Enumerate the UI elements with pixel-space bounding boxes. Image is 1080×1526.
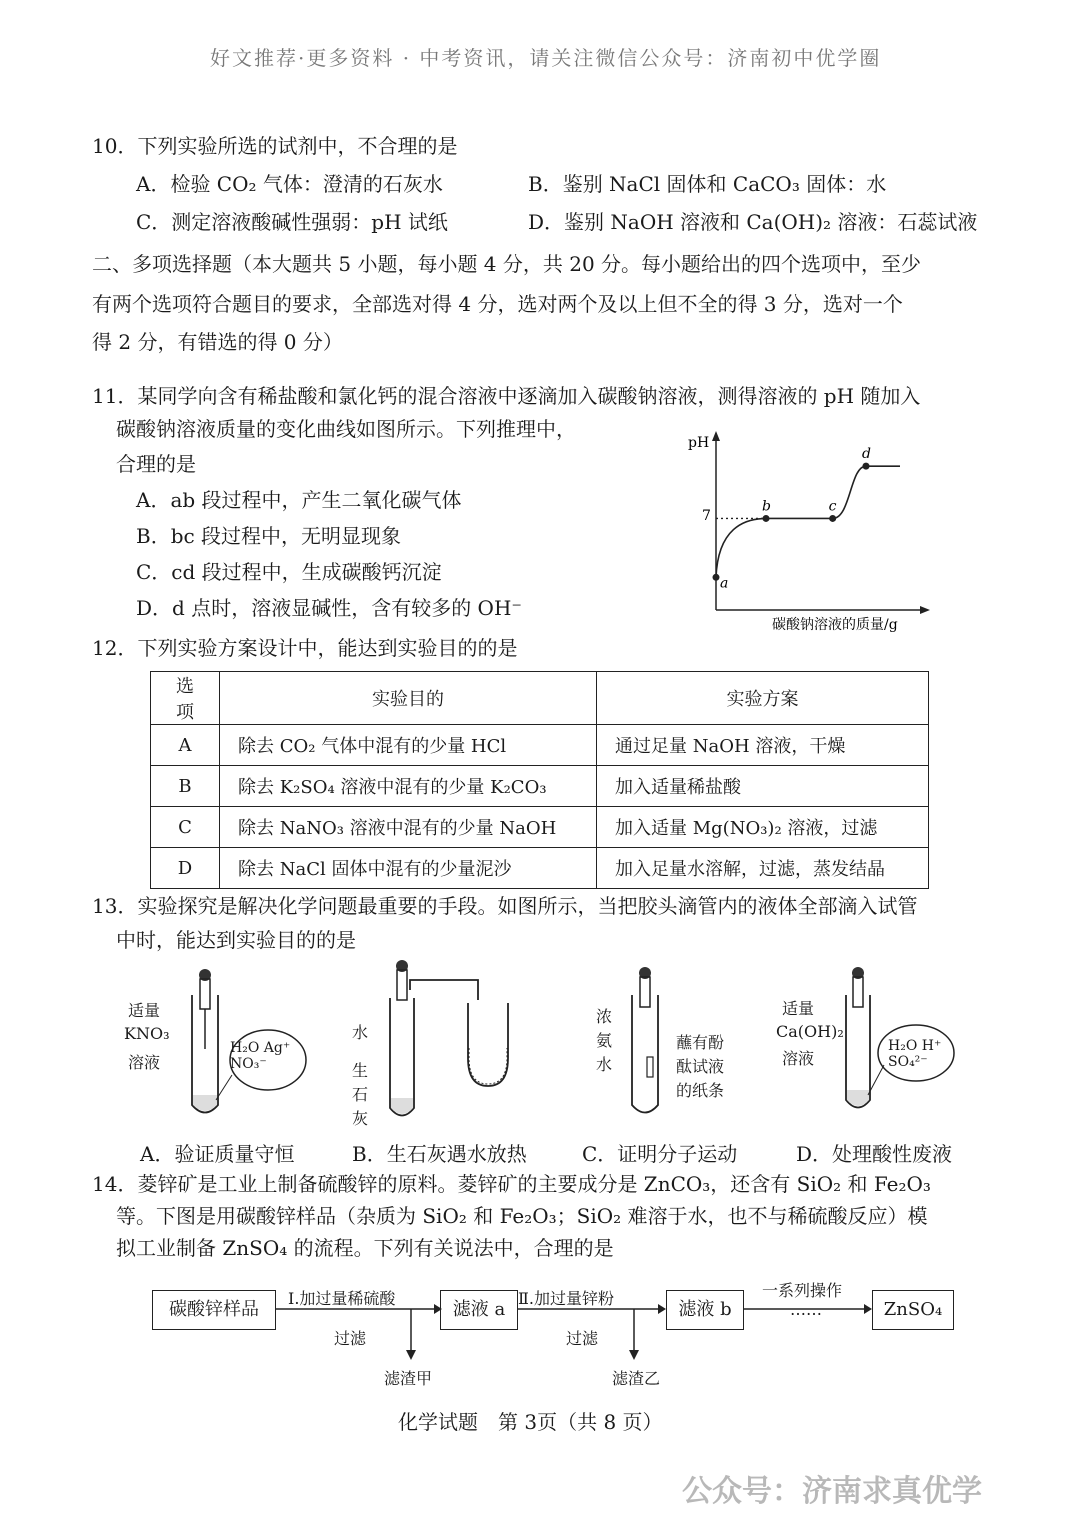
q11-line3: 合理的是 (116, 452, 196, 476)
q12-stem: 12．下列实验方案设计中，能达到实验目的的是 (92, 636, 518, 660)
figD-bubble: H₂O H⁺ SO₄²⁻ (888, 1038, 942, 1070)
figB-label4: 灰 (352, 1109, 369, 1128)
y-tick-7: 7 (702, 508, 711, 524)
flow-residue2: 滤渣乙 (612, 1369, 661, 1388)
section2-line2: 有两个选项符合题目的要求，全部选对得 4 分，选对两个及以上但不全的得 3 分，选对一个 (92, 292, 903, 316)
row-b-plan: 加入适量稀盐酸 (597, 766, 929, 807)
table-row (151, 807, 929, 848)
header-option: 选 项 (151, 672, 220, 725)
point-label-a: a (720, 575, 729, 592)
flow-dots: …… (790, 1300, 822, 1319)
figD-label2: Ca(OH)₂ (776, 1022, 844, 1041)
figC-label5: 酞试液 (676, 1057, 725, 1076)
ph-curve-chart (680, 425, 940, 640)
point-label-c: c (828, 498, 837, 515)
row-c-option: C (151, 807, 220, 848)
q10-option-a: A．检验 CO₂ 气体：澄清的石灰水 (136, 172, 443, 196)
point-b (763, 515, 770, 522)
x-axis-arrow (920, 606, 930, 614)
row-c-purpose: 除去 NaNO₃ 溶液中混有的少量 NaOH (220, 807, 597, 848)
row-d-plan: 加入足量水溶解，过滤，蒸发结晶 (597, 848, 929, 889)
y-axis-label: pH (688, 435, 710, 451)
figC-label6: 的纸条 (676, 1081, 725, 1100)
point-a (713, 574, 720, 581)
flow-residue1: 滤渣甲 (384, 1369, 433, 1388)
row-a-plan: 通过足量 NaOH 溶液，干燥 (597, 725, 929, 766)
q11-option-c: C．cd 段过程中，生成碳酸钙沉淀 (136, 560, 442, 584)
q12-table (150, 671, 929, 889)
q14-line2: 等。下图是用碳酸锌样品（杂质为 SiO₂ 和 Fe₂O₃；SiO₂ 难溶于水，也不与稀硫酸反应）模 (116, 1204, 928, 1228)
point-d (863, 463, 870, 470)
flow-box-sample: 碳酸锌样品 (152, 1290, 276, 1330)
q14-line3: 拟工业制备 ZnSO₄ 的流程。下列有关说法中，合理的是 (116, 1236, 614, 1260)
flow-filter2: 过滤 (566, 1329, 599, 1348)
q13-caption-d: D．处理酸性废液 (796, 1142, 953, 1166)
q11-option-a: A．ab 段过程中，产生二氧化碳气体 (136, 488, 462, 512)
figB-label3: 石 (352, 1085, 369, 1104)
figB-label1: 水 (352, 1023, 369, 1042)
table-row (151, 848, 929, 889)
row-d-option: D (151, 848, 220, 889)
flow-step1: Ⅰ.加过量稀硫酸 (288, 1289, 396, 1308)
q11-line1: 11．某同学向含有稀盐酸和氯化钙的混合溶液中逐滴加入碳酸钠溶液，测得溶液的 pH 随加入 (92, 384, 921, 408)
flow-box-znso4: ZnSO₄ (872, 1290, 954, 1330)
q14-line1: 14．菱锌矿是工业上制备硫酸锌的原料。菱锌矿的主要成分是 ZnCO₃，还含有 SiO₂ 和 Fe₂O₃ (92, 1172, 931, 1196)
figC-label4: 蘸有酚 (676, 1033, 725, 1052)
figD-label1: 适量 (782, 999, 815, 1018)
flow-box-filtrate-b: 滤液 b (666, 1290, 744, 1330)
watermark: 公众号：济南求真优学 (682, 1474, 982, 1509)
q10-option-d: D．鉴别 NaOH 溶液和 Ca(OH)₂ 溶液：石蕊试液 (528, 210, 978, 234)
row-c-plan: 加入适量 Mg(NO₃)₂ 溶液，过滤 (597, 807, 929, 848)
q13-caption-a: A．验证质量守恒 (140, 1142, 295, 1166)
table-row (151, 725, 929, 766)
figC-label1: 浓 (596, 1007, 613, 1026)
q11-option-b: B．bc 段过程中，无明显现象 (136, 524, 402, 548)
q11-line2: 碳酸钠溶液质量的变化曲线如图所示。下列推理中， (116, 417, 576, 441)
figure-c-test-tube (620, 965, 670, 1120)
figC-label2: 氨 (596, 1031, 613, 1050)
y-axis-arrow (712, 431, 720, 441)
row-b-purpose: 除去 K₂SO₄ 溶液中混有的少量 K₂CO₃ (220, 766, 597, 807)
point-c (829, 515, 836, 522)
flow-step3: 一系列操作 (762, 1281, 843, 1300)
table-header-row (151, 672, 929, 725)
row-b-option: B (151, 766, 220, 807)
q13-caption-b: B．生石灰遇水放热 (352, 1142, 527, 1166)
ph-series-line (716, 466, 900, 577)
page-header-text: 好文推荐·更多资料 · 中考资讯，请关注微信公众号：济南初中优学圈 (210, 46, 882, 70)
section2-line3: 得 2 分，有错选的得 0 分） (92, 330, 343, 354)
q13-line1: 13．实验探究是解决化学问题最重要的手段。如图所示，当把胶头滴管内的液体全部滴入试管 (92, 894, 918, 918)
table-row (151, 766, 929, 807)
figB-label2: 生 (352, 1061, 369, 1080)
row-a-option: A (151, 725, 220, 766)
q10-stem: 10．下列实验所选的试剂中，不合理的是 (92, 134, 458, 158)
section2-line1: 二、多项选择题（本大题共 5 小题，每小题 4 分，共 20 分。每小题给出的四个选项中，至少 (92, 252, 922, 276)
figA-label1: 适量 (128, 1001, 161, 1020)
row-a-purpose: 除去 CO₂ 气体中混有的少量 HCl (220, 725, 597, 766)
q10-option-c: C．测定溶液酸碱性强弱：pH 试纸 (136, 210, 448, 234)
flow-step2: Ⅱ.加过量锌粉 (518, 1289, 614, 1308)
flow-filter1: 过滤 (334, 1329, 367, 1348)
figA-label2: KNO₃ (124, 1024, 170, 1043)
q11-option-d: D．d 点时，溶液显碱性，含有较多的 OH⁻ (136, 596, 522, 620)
header-purpose: 实验目的 (220, 672, 597, 725)
page-footer: 化学试题 第 3页（共 8 页） (398, 1410, 663, 1434)
flow-box-filtrate-a: 滤液 a (440, 1290, 518, 1330)
q10-option-b: B．鉴别 NaCl 固体和 CaCO₃ 固体：水 (528, 172, 887, 196)
q13-line2: 中时，能达到实验目的的是 (116, 928, 356, 952)
q13-caption-c: C．证明分子运动 (582, 1142, 738, 1166)
figA-bubble: H₂O Ag⁺ NO₃⁻ (230, 1040, 291, 1072)
header-plan: 实验方案 (597, 672, 929, 725)
point-label-d: d (862, 446, 871, 463)
x-axis-label: 碳酸钠溶液的质量/g (772, 617, 898, 633)
figD-label3: 溶液 (782, 1049, 815, 1068)
row-d-purpose: 除去 NaCl 固体中混有的少量泥沙 (220, 848, 597, 889)
figA-label3: 溶液 (128, 1053, 161, 1072)
figC-label3: 水 (596, 1055, 613, 1074)
point-label-b: b (762, 498, 771, 515)
figure-b-u-tube (380, 958, 530, 1128)
